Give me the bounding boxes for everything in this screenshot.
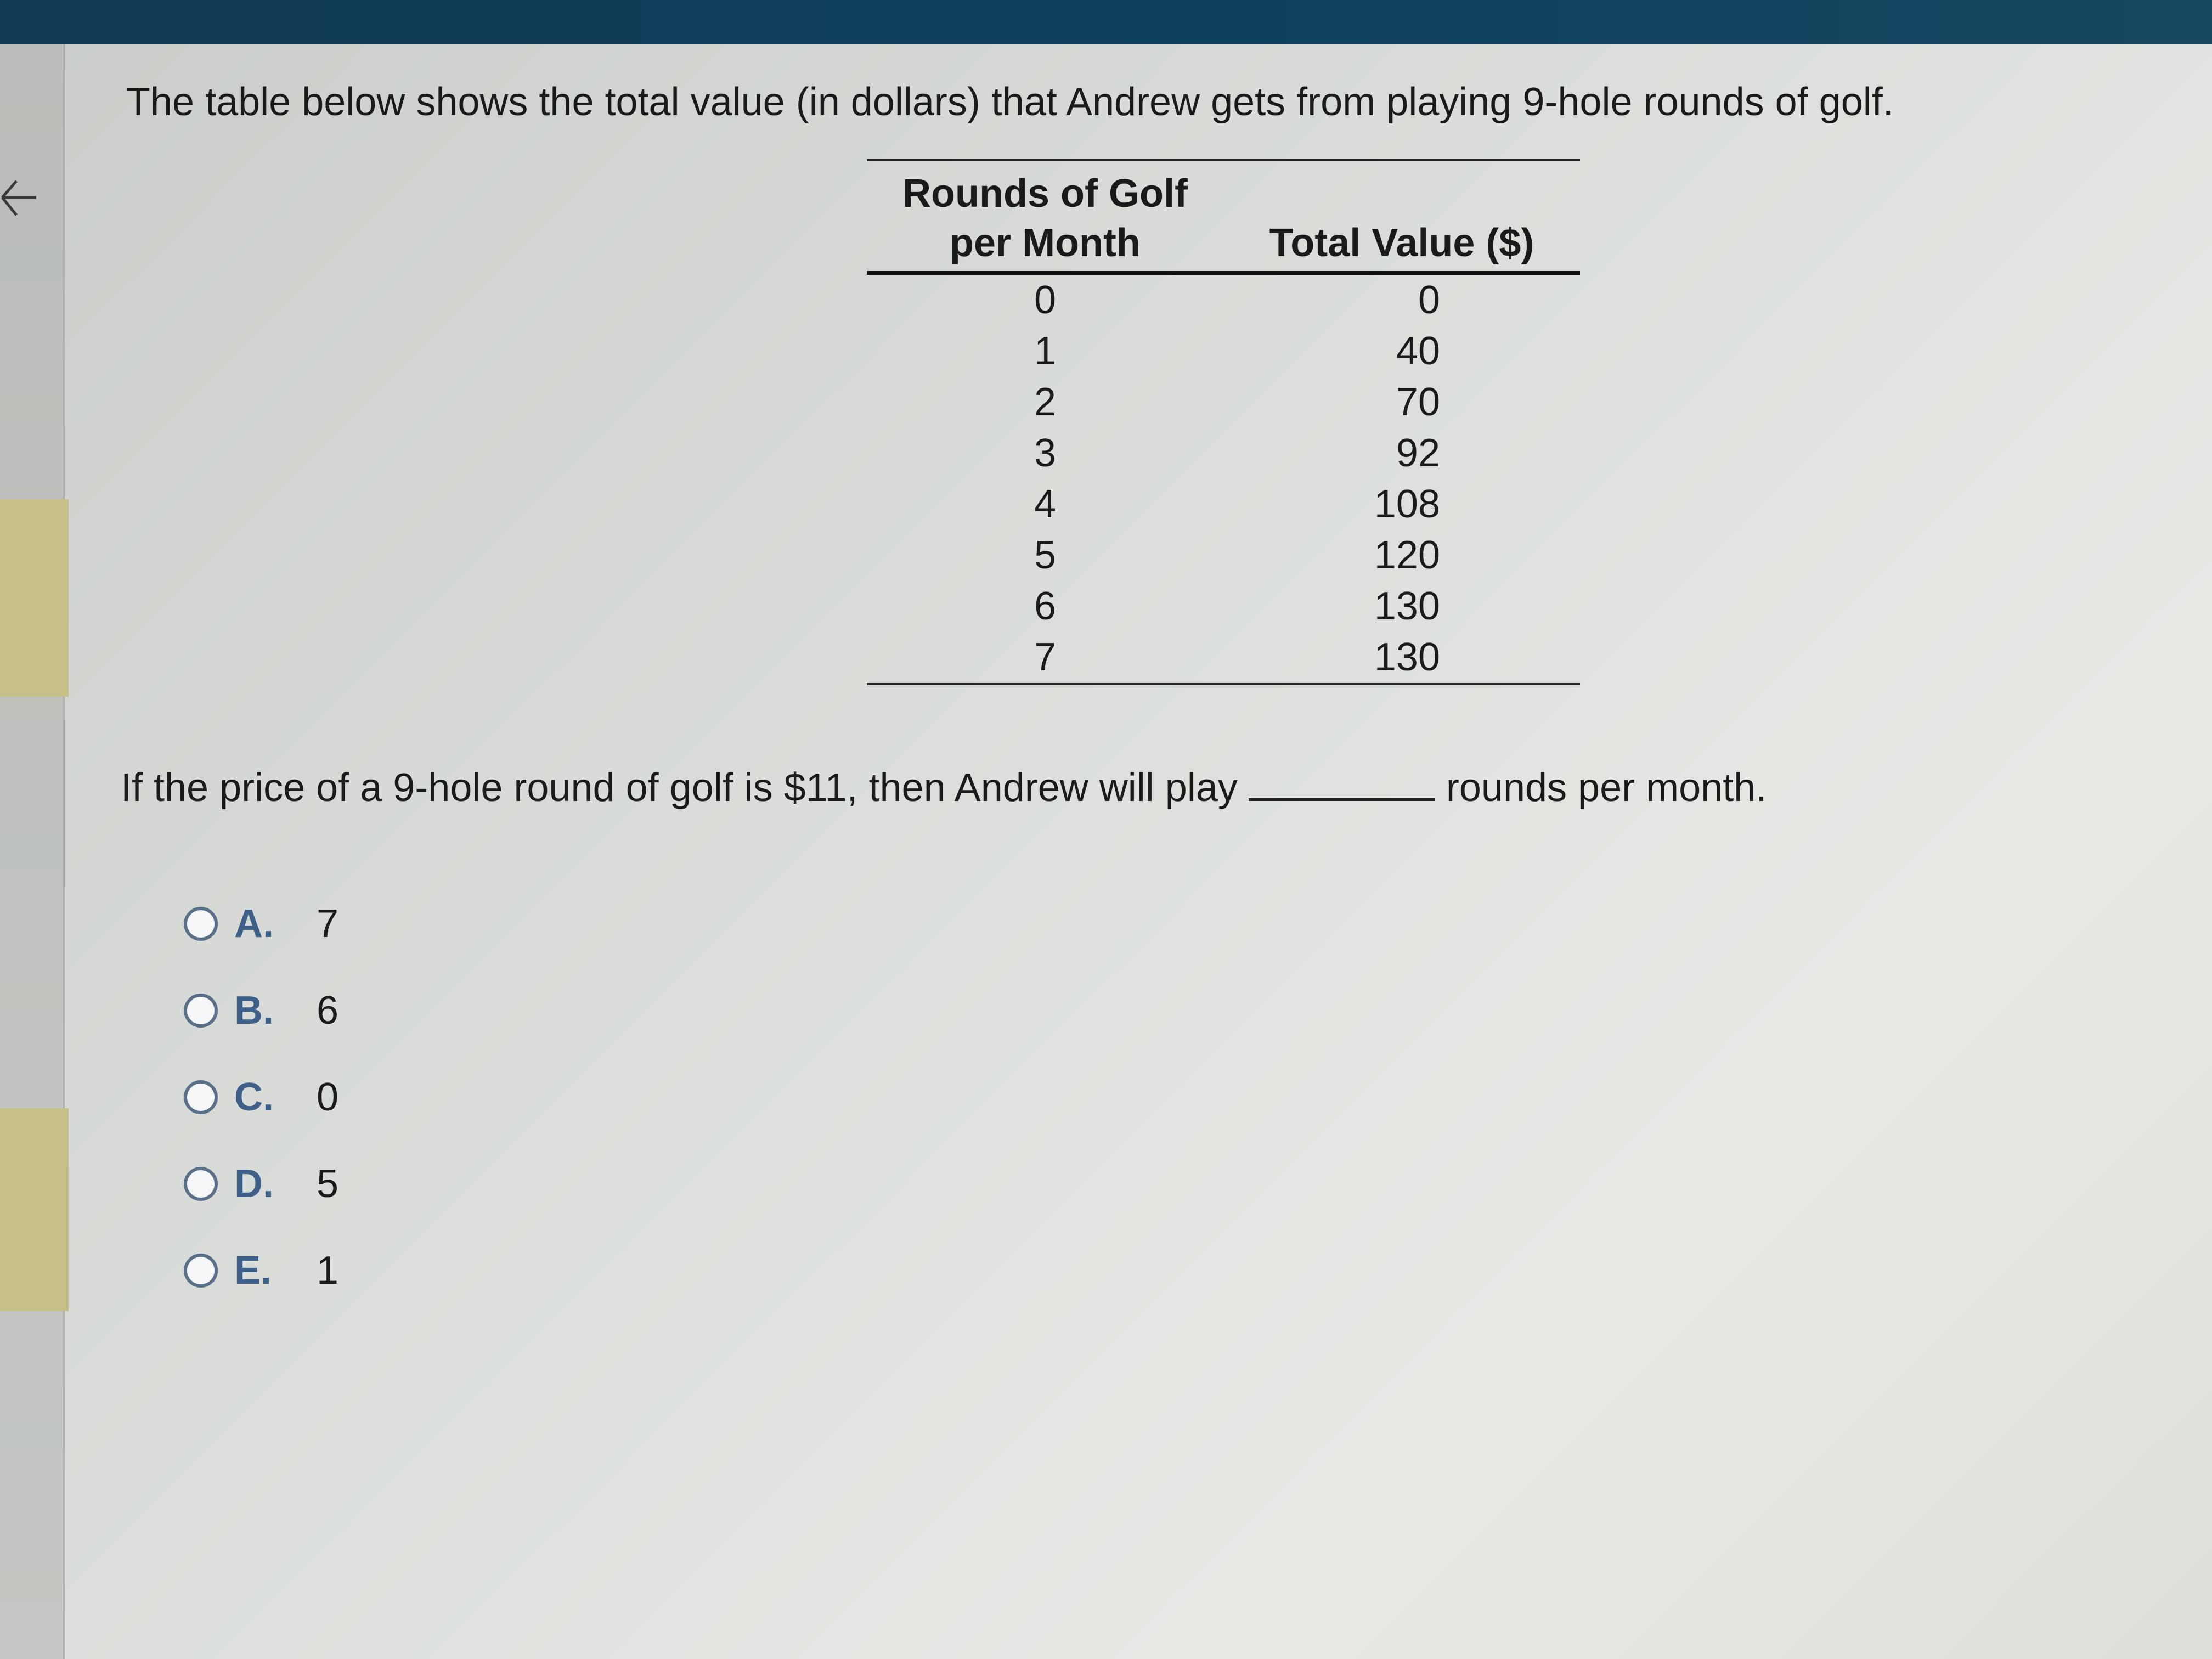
value-cell: 120 (1374, 533, 1440, 577)
rounds-cell: 4 (1034, 482, 1057, 526)
value-cell: 70 (1396, 380, 1440, 424)
option-value: 7 (317, 902, 339, 946)
golf-value-table (867, 159, 1580, 685)
option-a[interactable] (184, 881, 338, 967)
option-letter: B. (234, 989, 274, 1032)
option-letter: A. (234, 902, 274, 946)
rounds-cell: 6 (1034, 584, 1057, 628)
radio-button-icon[interactable] (184, 1254, 218, 1288)
rounds-cell: 3 (1034, 431, 1057, 475)
top-bar (0, 0, 2212, 44)
table-header-row (867, 160, 1580, 273)
value-cell: 130 (1374, 584, 1440, 628)
value-cell: 0 (1418, 278, 1440, 322)
option-d[interactable] (184, 1141, 338, 1227)
table-row (867, 479, 1580, 530)
value-cell: 92 (1396, 431, 1440, 475)
table-row (867, 326, 1580, 377)
radio-button-icon[interactable] (184, 1080, 218, 1114)
rounds-cell: 1 (1034, 329, 1057, 373)
rounds-cell: 0 (1034, 278, 1057, 322)
left-rail (0, 44, 65, 1659)
answer-blank (1249, 793, 1435, 801)
answer-options (184, 881, 338, 1314)
option-e[interactable] (184, 1227, 338, 1314)
option-letter: C. (234, 1075, 274, 1119)
table-row (867, 273, 1580, 326)
table-row (867, 632, 1580, 684)
radio-button-icon[interactable] (184, 907, 218, 941)
value-cell: 130 (1374, 635, 1440, 679)
table-row (867, 428, 1580, 479)
question-intro: The table below shows the total value (in dollars) that Andrew gets from playing 9-hole rounds of golf. (126, 80, 1894, 124)
option-letter: D. (234, 1162, 274, 1206)
question-text-after: rounds per month. (1446, 766, 1767, 810)
table-row (867, 581, 1580, 632)
question-panel (63, 44, 2212, 1659)
table-row (867, 530, 1580, 581)
option-value: 0 (317, 1075, 339, 1119)
question-text-before: If the price of a 9-hole round of golf is $11, then Andrew will play (121, 766, 1238, 810)
rounds-column-header (867, 160, 1223, 273)
table-row (867, 377, 1580, 428)
rail-highlight-strip (0, 1108, 69, 1311)
rounds-cell: 5 (1034, 533, 1057, 577)
value-column-header: Total Value ($) (1223, 160, 1580, 273)
value-cell: 40 (1396, 329, 1440, 373)
radio-button-icon[interactable] (184, 1167, 218, 1201)
rounds-cell: 7 (1034, 635, 1057, 679)
option-b[interactable] (184, 967, 338, 1054)
rounds-cell: 2 (1034, 380, 1057, 424)
option-letter: E. (234, 1249, 272, 1293)
option-value: 5 (317, 1162, 339, 1206)
option-value: 1 (317, 1249, 339, 1293)
option-value: 6 (317, 989, 339, 1032)
radio-button-icon[interactable] (184, 994, 218, 1028)
rounds-header-line2: per Month (950, 221, 1141, 265)
question-prompt (121, 768, 1767, 808)
rail-highlight-strip (0, 499, 69, 697)
back-arrow-icon[interactable] (0, 165, 38, 230)
option-c[interactable] (184, 1054, 338, 1141)
value-cell: 108 (1374, 482, 1440, 526)
rounds-header-line1: Rounds of Golf (902, 172, 1188, 216)
